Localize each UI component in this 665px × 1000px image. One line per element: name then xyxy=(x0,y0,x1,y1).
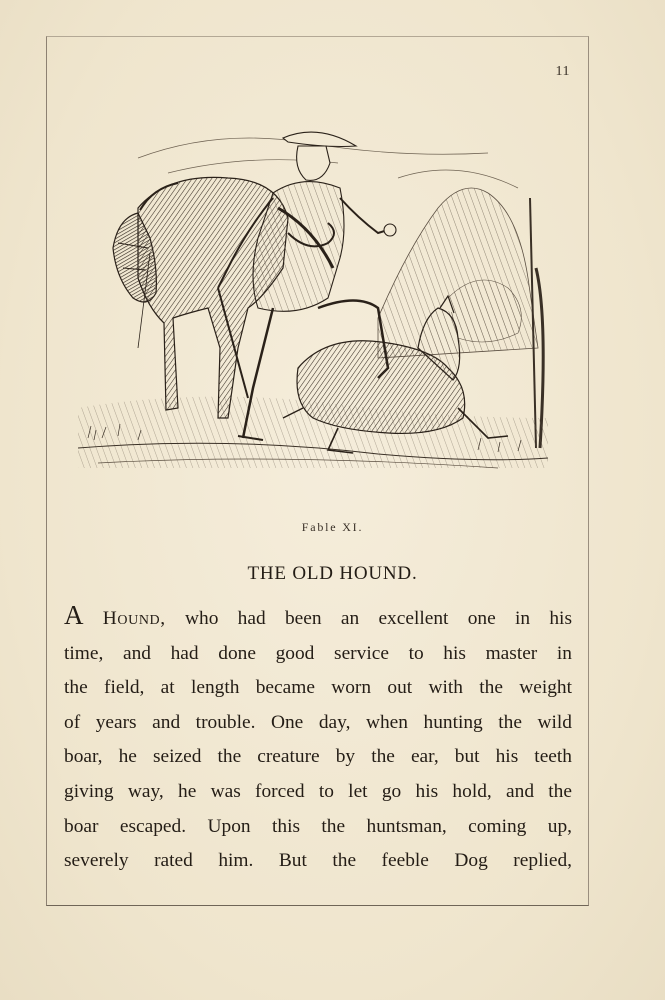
body-line-4: of years and trouble. One day, when hunting the wild xyxy=(64,711,572,733)
body-line-1 xyxy=(64,602,572,637)
fable-illustration xyxy=(78,118,558,478)
body-line-7: boar escaped. Upon this the huntsman, coming up, xyxy=(64,815,572,837)
body-line-3: the field, at length became worn out with the weight xyxy=(64,677,572,699)
fable-body-text xyxy=(64,602,572,879)
body-line-6: giving way, he was forced to let go his hold, and the xyxy=(64,780,572,802)
drop-cap: A xyxy=(64,600,84,630)
body-line-5: boar, he seized the creature by the ear, but his teeth xyxy=(64,746,572,768)
fable-title: THE OLD HOUND. xyxy=(247,563,418,584)
first-word-smallcaps: Hound, xyxy=(102,608,166,629)
body-line-8: severely rated him. But the feeble Dog replied, xyxy=(64,850,572,872)
body-line-2: time, and had done good service to his master in xyxy=(64,642,572,664)
fable-number-label: Fable XI. xyxy=(301,520,364,534)
first-line-rest: who had been an excellent one in his xyxy=(185,608,572,629)
page-number: 11 xyxy=(555,64,570,79)
